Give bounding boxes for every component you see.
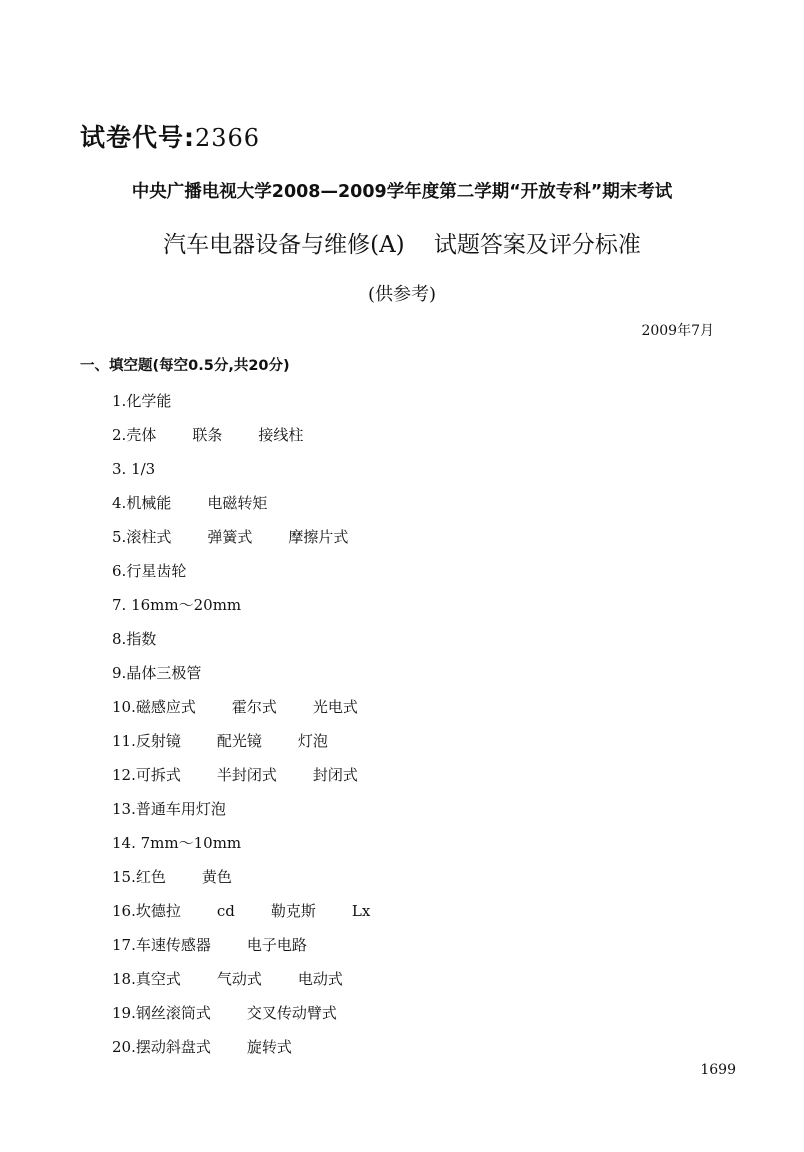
answer-index: 17. (112, 936, 136, 954)
answer-index: 11. (112, 732, 136, 750)
exam-title: 中央广播电视大学2008—2009学年度第二学期“开放专科”期末考试 (131, 182, 673, 202)
answer-index: 5. (112, 528, 127, 546)
answer-row (112, 622, 712, 656)
answer-item: 可拆式 (135, 766, 181, 784)
answer-item: 红色 (135, 868, 166, 886)
answer-item: 电磁转矩 (207, 494, 268, 512)
answer-index: 7. (112, 596, 127, 614)
answer-row (112, 554, 712, 588)
answer-row (112, 724, 712, 758)
answer-row (112, 826, 712, 860)
answer-row (112, 860, 712, 894)
answer-item: 霍尔式 (231, 698, 277, 716)
answer-item: 光电式 (312, 698, 358, 716)
answer-row (112, 1030, 712, 1064)
answer-item: 半封闭式 (216, 766, 277, 784)
answer-item: 行星齿轮 (126, 562, 187, 580)
answer-item: 磁感应式 (135, 698, 196, 716)
answer-index: 20. (112, 1038, 136, 1056)
answer-item: 指数 (126, 630, 157, 648)
exam-date: 2009年7月 (641, 323, 714, 339)
answer-index: 4. (112, 494, 127, 512)
answer-index: 16. (112, 902, 136, 920)
answer-index: 2. (112, 426, 127, 444)
answer-index: 18. (112, 970, 136, 988)
answer-index: 10. (112, 698, 136, 716)
answer-item: 真空式 (135, 970, 181, 988)
answer-index: 3. (112, 460, 127, 478)
answer-item: 化学能 (126, 392, 172, 410)
answer-item: 16mm～20mm (126, 596, 242, 614)
page-number: 1699 (700, 1062, 736, 1078)
answer-item: 黄色 (201, 868, 232, 886)
answer-item: 普通车用灯泡 (135, 800, 226, 818)
answer-item: 联条 (192, 426, 223, 444)
answer-row (112, 996, 712, 1030)
answer-row (112, 894, 712, 928)
answer-item: 车速传感器 (135, 936, 211, 954)
answer-list (112, 384, 712, 1064)
answer-item: 勒克斯 (270, 902, 316, 920)
answer-index: 8. (112, 630, 127, 648)
exam-code-label: 试卷代号: (80, 123, 195, 152)
answer-item: cd (216, 902, 235, 920)
answer-index: 12. (112, 766, 136, 784)
answer-row (112, 690, 712, 724)
answer-item: 旋转式 (246, 1038, 292, 1056)
answer-item: 气动式 (216, 970, 262, 988)
answer-item: 晶体三极管 (126, 664, 202, 682)
answer-item: 滚柱式 (126, 528, 172, 546)
answer-row (112, 418, 712, 452)
subject-title: 汽车电器设备与维修(A) 试题答案及评分标准 (163, 232, 641, 258)
answer-index: 19. (112, 1004, 136, 1022)
answer-item: 封闭式 (312, 766, 358, 784)
answer-item: 灯泡 (297, 732, 328, 750)
answer-index: 1. (112, 392, 127, 410)
answer-item: 交叉传动臂式 (246, 1004, 337, 1022)
answer-item: 壳体 (126, 426, 157, 444)
answer-item: 反射镜 (135, 732, 181, 750)
answer-item: 电动式 (297, 970, 343, 988)
answer-item: 摩擦片式 (288, 528, 349, 546)
answer-row (112, 588, 712, 622)
answer-item: 机械能 (126, 494, 172, 512)
answer-row (112, 792, 712, 826)
exam-code (80, 118, 260, 154)
answer-index: 6. (112, 562, 127, 580)
answer-item: 7mm～10mm (135, 834, 242, 852)
answer-item: 摆动斜盘式 (135, 1038, 211, 1056)
answer-index: 13. (112, 800, 136, 818)
answer-row (112, 486, 712, 520)
answer-item: 配光镜 (216, 732, 262, 750)
answer-row (112, 962, 712, 996)
answer-row (112, 520, 712, 554)
answer-row (112, 452, 712, 486)
answer-item: 坎德拉 (135, 902, 181, 920)
exam-code-number: 2366 (195, 124, 261, 152)
reference-note: (供参考) (367, 284, 437, 305)
answer-index: 15. (112, 868, 136, 886)
answer-row (112, 758, 712, 792)
answer-row (112, 928, 712, 962)
answer-item: 弹簧式 (207, 528, 253, 546)
answer-row (112, 384, 712, 418)
answer-item: 钢丝滚筒式 (135, 1004, 211, 1022)
answer-item: Lx (351, 902, 371, 920)
answer-row (112, 656, 712, 690)
answer-index: 14. (112, 834, 136, 852)
section-heading: 一、填空题(每空0.5分,共20分) (80, 358, 290, 374)
answer-item: 1/3 (126, 460, 156, 478)
answer-item: 电子电路 (246, 936, 307, 954)
answer-item: 接线柱 (258, 426, 304, 444)
answer-index: 9. (112, 664, 127, 682)
